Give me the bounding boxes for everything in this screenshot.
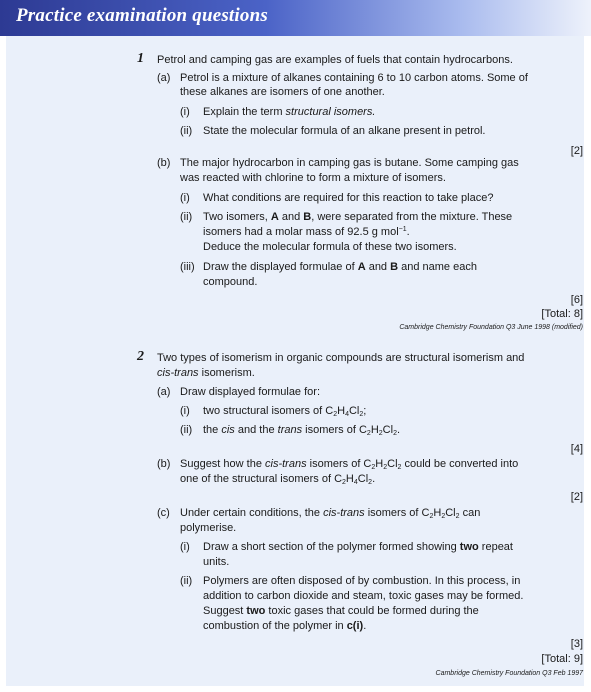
q2c-i-line1: Draw a short section of the polymer formed showing two repeat (203, 541, 513, 553)
q2a-i-text: two structural isomers of $C_2H_4Cl_2$; (203, 405, 367, 418)
q2c-i-line2: units. (203, 556, 230, 568)
question-2-intro-line2: cis-trans isomerism. (157, 367, 255, 379)
q1a-line1: Petrol is a mixture of alkanes containing 6 to 10 carbon atoms. Some of (180, 72, 528, 84)
q1b-iii-line1: Draw the displayed formulae of A and B and name each (203, 261, 477, 273)
q2-source: Cambridge Chemistry Foundation Q3 Feb 1997 (435, 670, 583, 677)
q2a-text: Draw displayed formulae for: (180, 386, 321, 398)
q2c-ii-line3: Suggest two toxic gases that could be formed during the (203, 605, 479, 617)
q1b-label: (b) (157, 157, 171, 169)
q2c-marks: [3] (570, 638, 583, 650)
question-2-intro: Two types of isomerism in organic compounds are structural isomerism and (157, 352, 525, 364)
q2b-line2: one of the structural isomers of $C_2H_4Cl_2$. (180, 473, 376, 486)
q1b-iii-line2: compound. (203, 276, 258, 288)
q1b-ii-label: (ii) (180, 211, 193, 223)
q2-total: [Total: 9] (541, 653, 583, 665)
page-title: Practice examination questions (16, 5, 268, 26)
q1-source: Cambridge Chemistry Foundation Q3 June 1998 (modified) (399, 324, 583, 331)
q1a-label: (a) (157, 72, 171, 84)
q2b-marks: [2] (570, 491, 583, 503)
q2b-line1: Suggest how the cis-trans isomers of $C_2H_2Cl_2$ could be converted into (180, 458, 519, 471)
q1b-ii-line1: Two isomers, A and B, were separated from the mixture. These (203, 211, 513, 223)
q2c-i-label: (i) (180, 541, 190, 553)
q1-total: [Total: 8] (541, 308, 583, 320)
q1a-marks: [2] (570, 145, 583, 157)
q1b-line2: was reacted with chlorine to form a mixture of isomers. (180, 172, 446, 184)
q2a-label: (a) (157, 386, 171, 398)
header-banner (0, 0, 591, 36)
question-1-intro: Petrol and camping gas are examples of fuels that contain hydrocarbons. (157, 54, 513, 66)
q2b-label: (b) (157, 458, 171, 470)
q2c-line2: polymerise. (180, 522, 237, 534)
q1b-i-label: (i) (180, 192, 190, 204)
q2a-ii-text: the cis and the trans isomers of $C_2H_2Cl_2$. (203, 424, 401, 437)
q2c-line1: Under certain conditions, the cis-trans isomers of $C_2H_2Cl_2$ can (180, 507, 481, 520)
question-2-number: 2 (137, 349, 144, 364)
q2a-marks: [4] (570, 443, 583, 455)
q1b-ii-line3: Deduce the molecular formula of these two isomers. (203, 241, 457, 253)
q2a-i-label: (i) (180, 405, 190, 417)
q1a-ii-text: State the molecular formula of an alkane present in petrol. (203, 125, 486, 137)
q1b-line1: The major hydrocarbon in camping gas is butane. Some camping gas (180, 157, 519, 169)
q1a-line2: these alkanes are isomers of one another. (180, 86, 385, 98)
q2c-ii-label: (ii) (180, 575, 193, 587)
q2a-ii-label: (ii) (180, 424, 193, 436)
q1b-i-text: What conditions are required for this reaction to take place? (203, 192, 494, 204)
q1a-i-label: (i) (180, 106, 190, 118)
q1a-ii-label: (ii) (180, 125, 193, 137)
q1b-iii-label: (iii) (180, 261, 195, 273)
q1b-ii-line2: isomers had a molar mass of 92.5 g mol$^{-1}$. (203, 226, 410, 238)
q2c-ii-line4: combustion of the polymer in c(i). (203, 620, 367, 632)
q2c-ii-line1: Polymers are often disposed of by combustion. In this process, in (203, 575, 521, 587)
q1a-i-text: Explain the term structural isomers. (203, 106, 376, 118)
question-1-number: 1 (137, 51, 144, 66)
q2c-label: (c) (157, 507, 170, 519)
q1b-marks: [6] (570, 294, 583, 306)
q2c-ii-line2: addition to carbon dioxide and steam, toxic gases may be formed. (203, 590, 524, 602)
